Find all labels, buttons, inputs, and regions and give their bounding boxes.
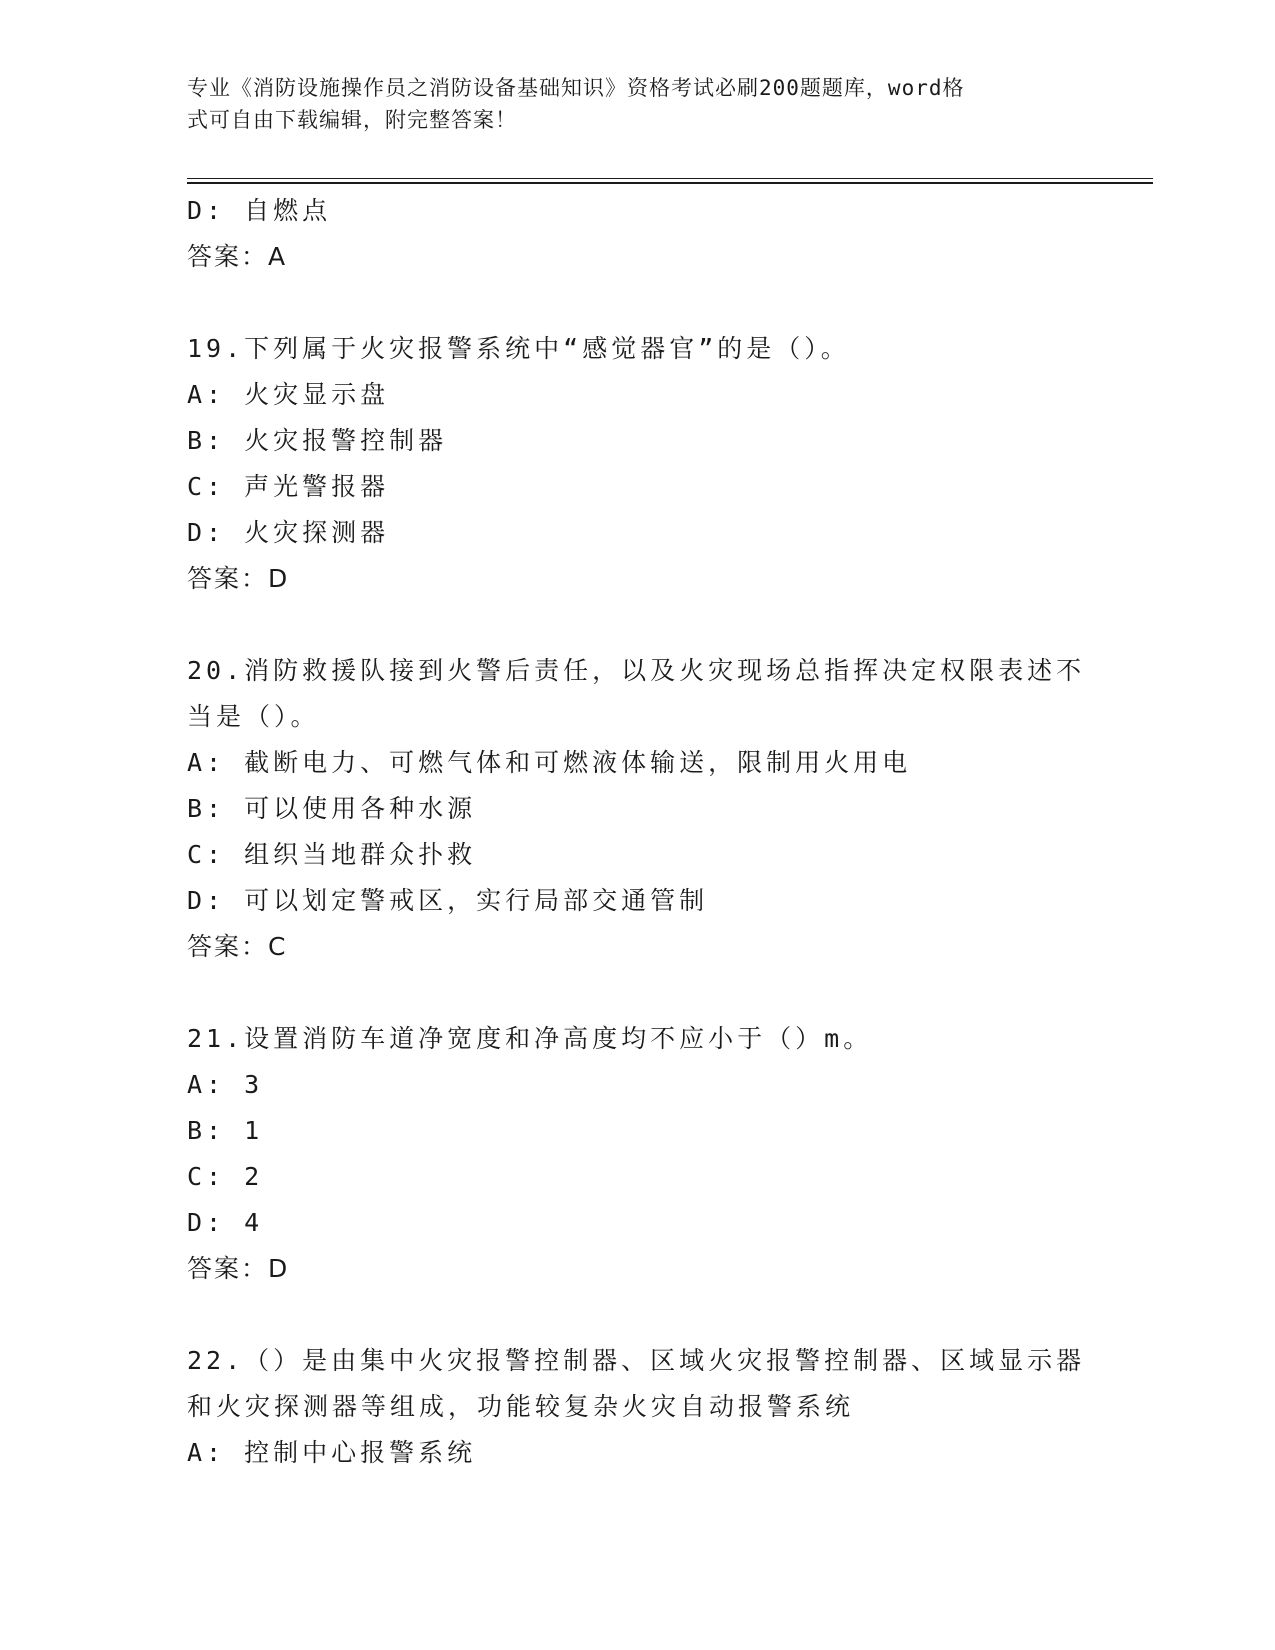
option-d: D: 火灾探测器: [187, 518, 390, 547]
option-a: A: 截断电力、可燃气体和可燃液体输送，限制用火用电: [187, 748, 912, 777]
document-header: [187, 72, 1087, 136]
option-b: B: 可以使用各种水源: [187, 794, 477, 823]
spacer: [187, 602, 1087, 648]
spacer: [187, 1292, 1087, 1338]
option-c: C: 组织当地群众扑救: [187, 840, 477, 869]
spacer: [187, 970, 1087, 1016]
question-20: [187, 648, 1087, 970]
question-stem-line-1: 20.消防救援队接到火警后责任，以及火灾现场总指挥决定权限表述不: [187, 656, 1086, 685]
question-stem: 21.设置消防车道净宽度和净高度均不应小于（）m。: [187, 1024, 873, 1053]
question-18-tail: [187, 188, 1087, 280]
header-line-2: 式可自由下载编辑，附完整答案！: [187, 108, 517, 132]
answer-line: 答案：A: [187, 242, 288, 271]
option-a: A: 火灾显示盘: [187, 380, 390, 409]
option-d: D: 可以划定警戒区，实行局部交通管制: [187, 886, 709, 915]
option-d: D: 4: [187, 1208, 264, 1237]
header-line-1: 专业《消防设施操作员之消防设备基础知识》资格考试必刷200题题库，word格: [187, 76, 965, 100]
document-body: [187, 188, 1087, 1476]
question-21: [187, 1016, 1087, 1292]
question-stem-line-1: 22.（）是由集中火灾报警控制器、区域火灾报警控制器、区域显示器: [187, 1346, 1086, 1375]
question-stem-line-2: 当是（）。: [187, 702, 320, 731]
header-divider-thick: [187, 182, 1153, 184]
option-c: C: 声光警报器: [187, 472, 390, 501]
option-d: D: 自燃点: [187, 196, 332, 225]
option-a: A: 控制中心报警系统: [187, 1438, 477, 1467]
option-a: A: 3: [187, 1070, 264, 1099]
question-22: [187, 1338, 1087, 1476]
spacer: [187, 280, 1087, 326]
question-19: [187, 326, 1087, 602]
question-stem: 19.下列属于火灾报警系统中“感觉器官”的是（）。: [187, 334, 850, 363]
option-b: B: 火灾报警控制器: [187, 426, 448, 455]
answer-line: 答案：C: [187, 932, 288, 961]
option-b: B: 1: [187, 1116, 264, 1145]
header-divider-thin: [187, 178, 1153, 179]
option-c: C: 2: [187, 1162, 264, 1191]
answer-line: 答案：D: [187, 1254, 290, 1283]
answer-line: 答案：D: [187, 564, 290, 593]
question-stem-line-2: 和火灾探测器等组成，功能较复杂火灾自动报警系统: [187, 1392, 855, 1421]
